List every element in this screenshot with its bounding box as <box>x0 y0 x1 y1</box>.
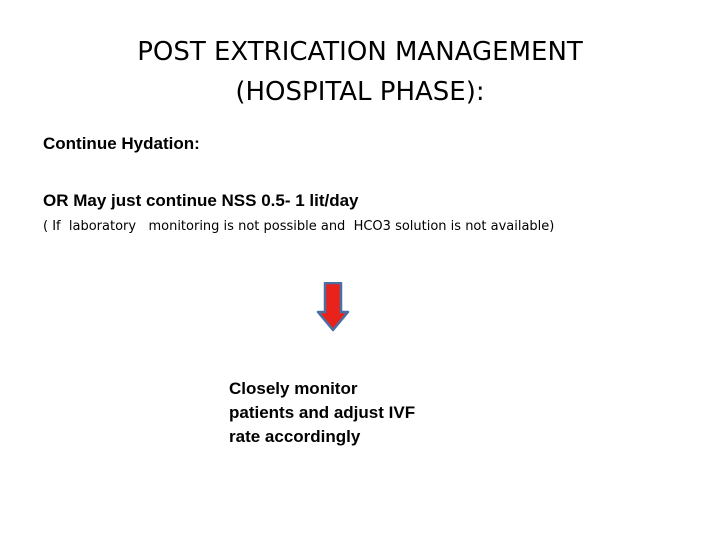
slide-title <box>60 32 660 112</box>
result-line-2: patients and adjust IVF <box>229 403 416 422</box>
hydration-heading: Continue Hydation: <box>43 134 200 153</box>
nss-option-text: OR May just continue NSS 0.5- 1 lit/day <box>43 191 359 210</box>
condition-note: ( If laboratory monitoring is not possible and HCO3 solution is not available) <box>43 219 555 234</box>
result-line-3: rate accordingly <box>229 427 361 446</box>
title-line-1: POST EXTRICATION MANAGEMENT <box>137 37 583 67</box>
down-arrow-icon <box>316 282 350 332</box>
result-line-1: Closely monitor <box>229 379 358 398</box>
title-line-2: (HOSPITAL PHASE): <box>235 77 485 107</box>
result-text <box>229 377 415 449</box>
